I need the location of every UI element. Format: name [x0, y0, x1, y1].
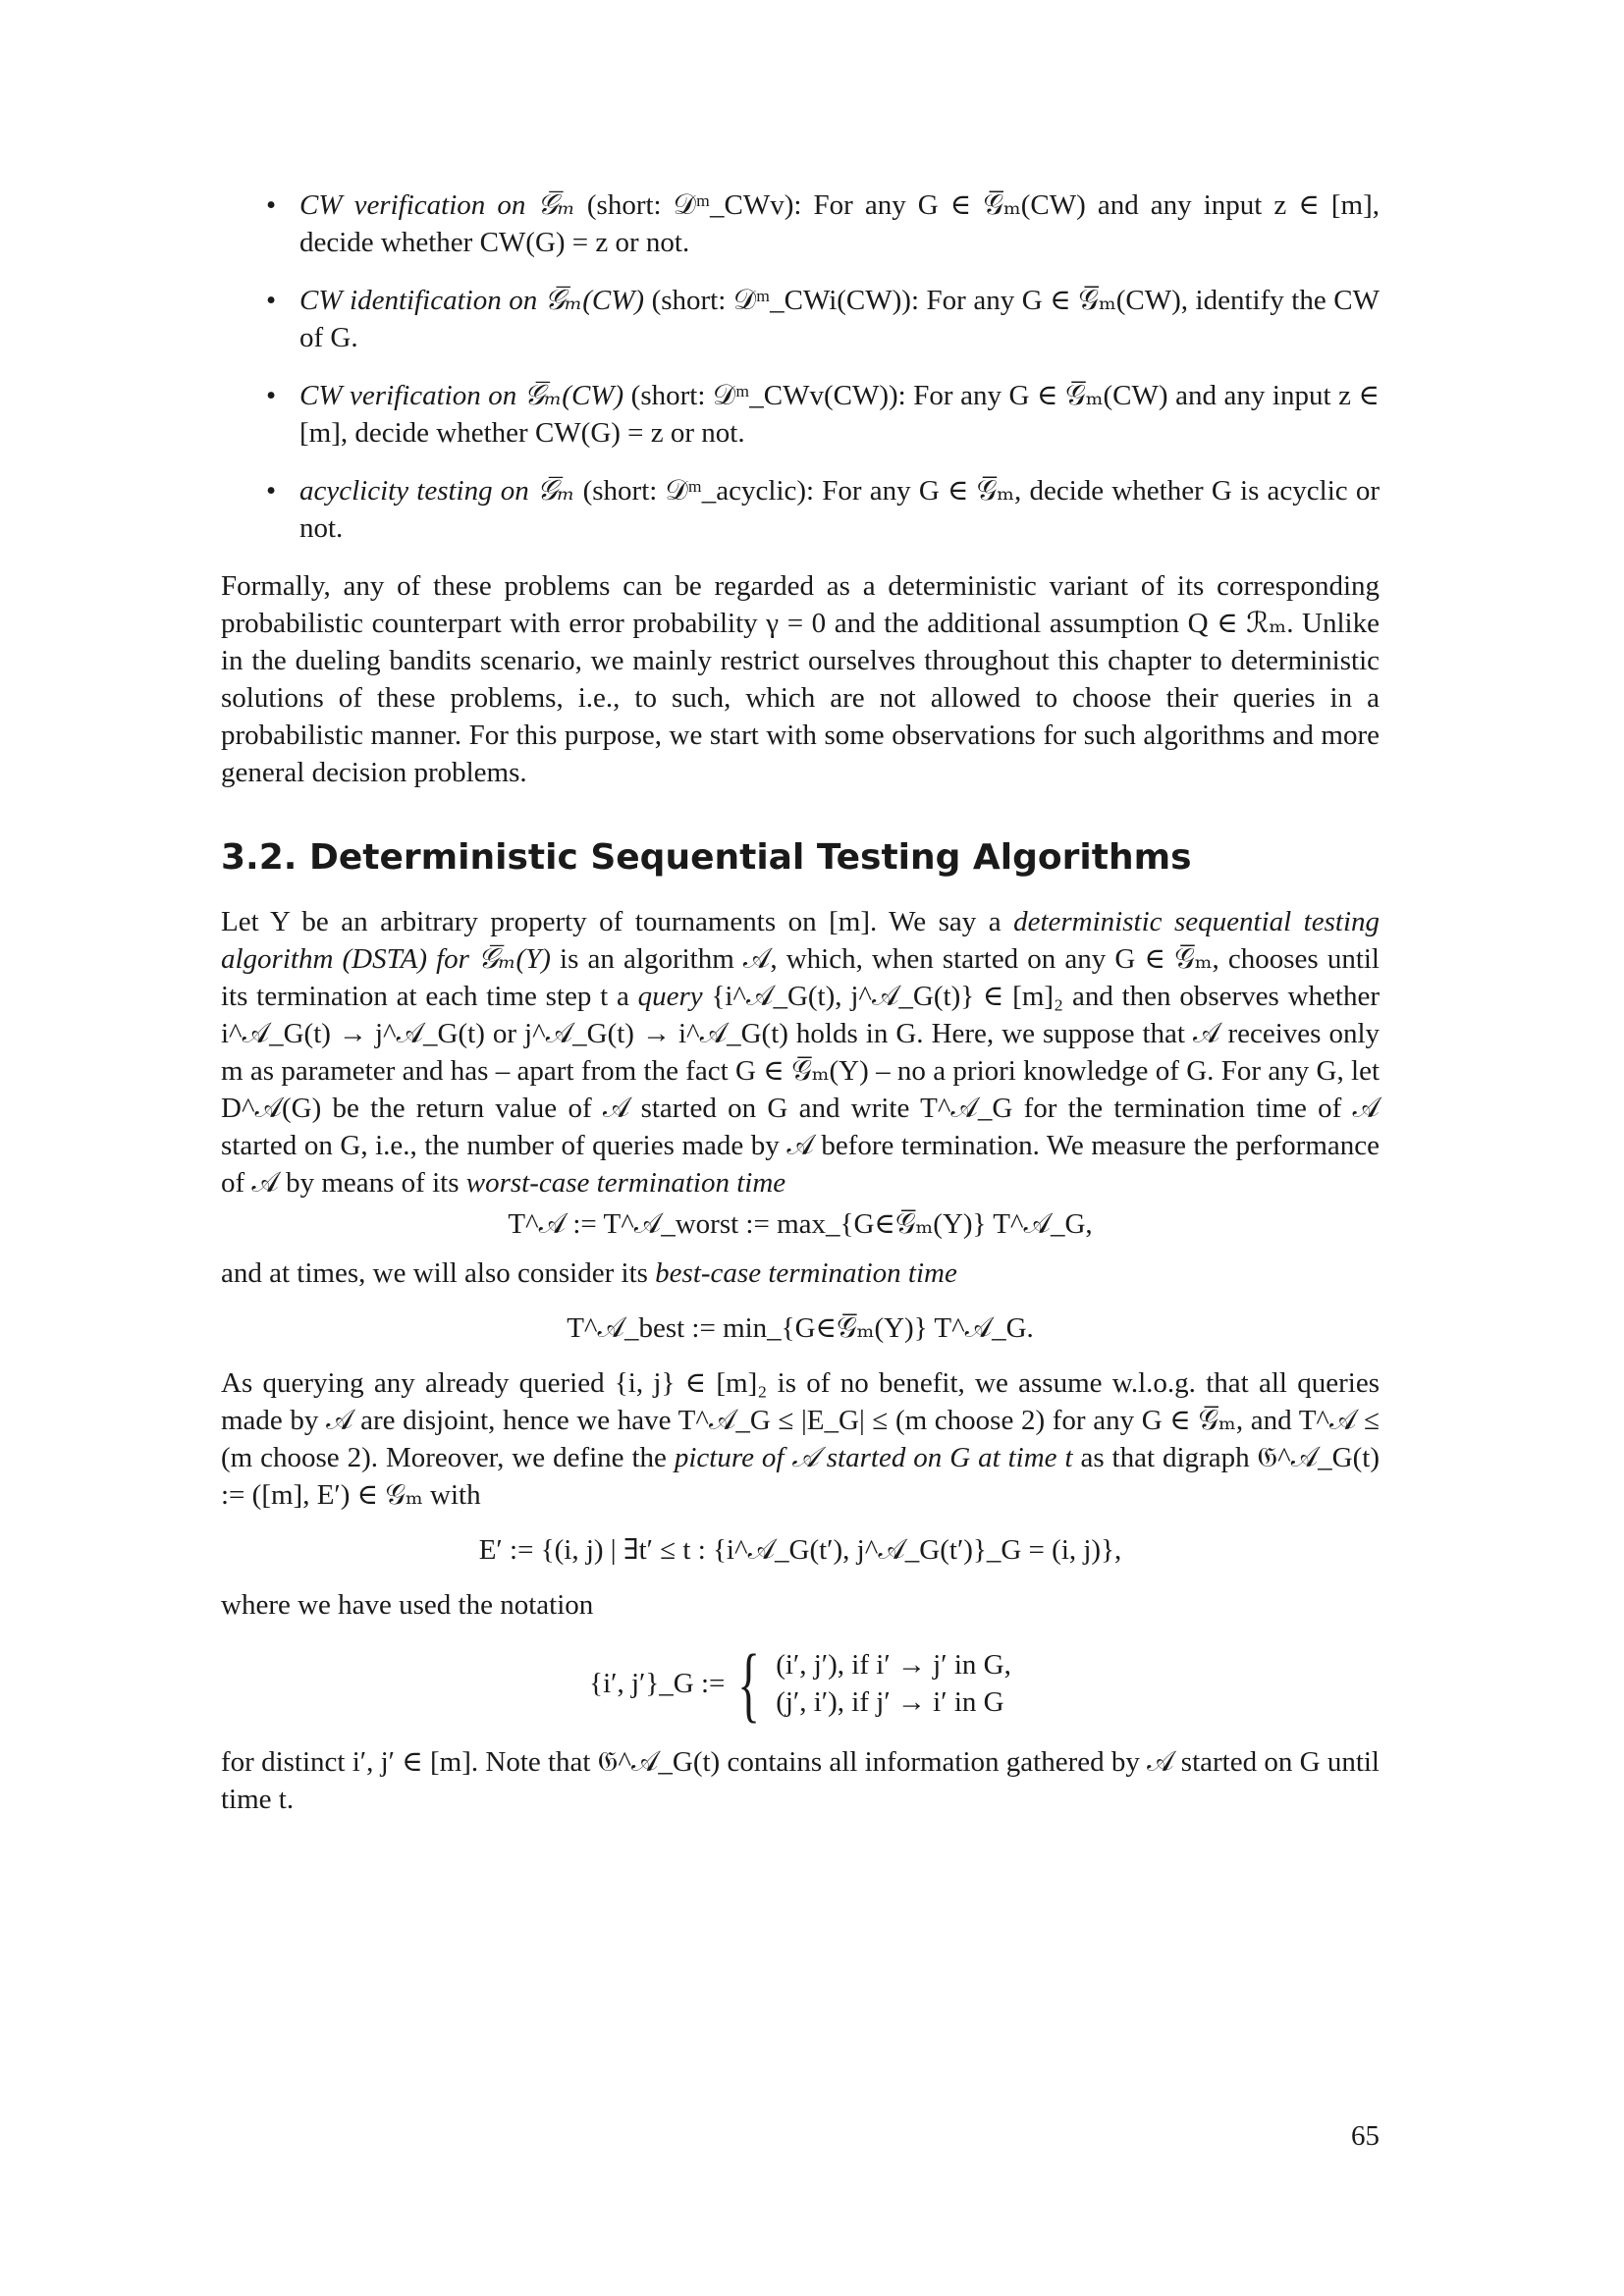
list-item [221, 472, 1380, 547]
paragraph-text: Let Y be an arbitrary property of tournaments on [m]. We say a [221, 906, 1014, 937]
list-item-text: (short: 𝒟ᵐ_CWv(CW)): For any G ∈ 𝒢̅ₘ(CW) and any input z ∈ [m], decide whether CW(G) = z or not. [299, 380, 1380, 449]
final-paragraph: for distinct i′, j′ ∈ [m]. Note that 𝔊^𝒜_G(t) contains all information gathered by 𝒜 started on G until time t. [221, 1746, 1380, 1815]
equation-best-case: T^𝒜_best := min_{G∈𝒢̅ₘ(Y)} T^𝒜_G. [567, 1312, 1034, 1344]
list-item-term: acyclicity testing on 𝒢̅ₘ [299, 475, 575, 507]
list-item-text: (short: 𝒟ᵐ_CWi(CW)): For any G ∈ 𝒢̅ₘ(CW), identify the CW of G. [299, 285, 1380, 353]
paragraph-text: is an algorithm 𝒜, which, when started on any G ∈ 𝒢̅ₘ, chooses until its termination at each time step t a [221, 943, 1380, 1012]
list-item-term: CW verification on 𝒢̅ₘ [299, 189, 575, 221]
section-heading: 3.2. Deterministic Sequential Testing Algorithms [221, 837, 1192, 878]
intro-paragraph: Formally, any of these problems can be regarded as a deterministic variant of its corresponding probabilistic counterpart with error probability γ = 0 and the additional assumption Q ∈ ℛₘ. Unlike in the dueling bandits scenario, we mainly restrict ourselves throughout this chapter to deterministic solutions of these problems, i.e., to such, which are not allowed to choose their queries in a probabilistic manner. For this purpose, we start with some observations for such algorithms and more general decision problems. [221, 570, 1380, 788]
paragraph-text: as that digraph 𝔊^𝒜_G(t) := ([m], E′) ∈ 𝒢ₘ with [221, 1442, 1380, 1511]
problem-list [221, 187, 1380, 547]
defined-term: deterministic sequential testing algorithm (DSTA) for 𝒢̅ₘ(Y) [221, 906, 1380, 975]
page-content [221, 187, 1380, 1830]
equation-cases [776, 1646, 1011, 1721]
equation-lhs: {i′, j′}_G := [589, 1668, 726, 1699]
list-item-term: CW verification on 𝒢̅ₘ(CW) [299, 380, 624, 411]
list-item [221, 377, 1380, 452]
brace-symbol: { [736, 1636, 760, 1731]
case-line: (i′, j′), if i′ → j′ in G, [776, 1649, 1011, 1681]
page-number: 65 [1351, 2120, 1380, 2152]
paragraph-text: {i^𝒜_G(t), j^𝒜_G(t)} ∈ [m]₂ and then observes whether i^𝒜_G(t) → j^𝒜_G(t) or j^𝒜_G(t) → i^𝒜_G(t) holds in G. Here, we suppose that 𝒜 receives only m as parameter and has – apart from the fact G ∈ 𝒢̅ₘ(Y) – no a priori knowledge of G. For any G, let D^𝒜(G) be the return value of 𝒜 started on G and write T^𝒜_G for the termination time of 𝒜 started on G, i.e., the number of queries made by 𝒜 before termination. We measure the performance of 𝒜 by means of its [221, 981, 1380, 1199]
equation-edge-set: E′ := {(i, j) | ∃t′ ≤ t : {i^𝒜_G(t′), j^𝒜_G(t′)}_G = (i, j)}, [478, 1534, 1122, 1566]
paragraph-text: and at times, we will also consider its [221, 1257, 656, 1289]
list-item-text: (short: 𝒟ᵐ_CWv): For any G ∈ 𝒢̅ₘ(CW) and any input z ∈ [m], decide whether CW(G) = z or not. [299, 189, 1380, 258]
defined-term: query [637, 981, 703, 1012]
equation-worst-case: T^𝒜 := T^𝒜_worst := max_{G∈𝒢̅ₘ(Y)} T^𝒜_G, [508, 1208, 1093, 1240]
bullet-icon: • [266, 475, 277, 507]
best-case-paragraph [221, 1255, 1380, 1292]
list-item [221, 282, 1380, 356]
notation-paragraph: where we have used the notation [221, 1589, 594, 1621]
picture-paragraph [221, 1364, 1380, 1514]
list-item-text: (short: 𝒟ᵐ_acyclic): For any G ∈ 𝒢̅ₘ, decide whether G is acyclic or not. [299, 475, 1380, 544]
bullet-icon: • [266, 380, 277, 411]
bullet-icon: • [266, 189, 277, 221]
paragraph-text: As querying any already queried {i, j} ∈ [m]₂ is of no benefit, we assume w.l.o.g. that all queries made by 𝒜 are disjoint, hence we have T^𝒜_G ≤ |E_G| ≤ (m choose 2) for any G ∈ 𝒢̅ₘ, and T^𝒜 ≤ (m choose 2). Moreover, we define the [221, 1367, 1380, 1473]
bullet-icon: • [266, 285, 277, 316]
list-item [221, 187, 1380, 261]
equation-notation [221, 1636, 1380, 1731]
defined-term: picture of 𝒜 started on G at time t [674, 1442, 1073, 1473]
defined-term: worst-case termination time [465, 1167, 786, 1199]
dsta-paragraph [221, 903, 1380, 1201]
defined-term: best-case termination time [655, 1257, 957, 1289]
list-item-term: CW identification on 𝒢̅ₘ(CW) [299, 285, 645, 316]
case-line: (j′, i′), if j′ → i′ in G [776, 1686, 1004, 1718]
